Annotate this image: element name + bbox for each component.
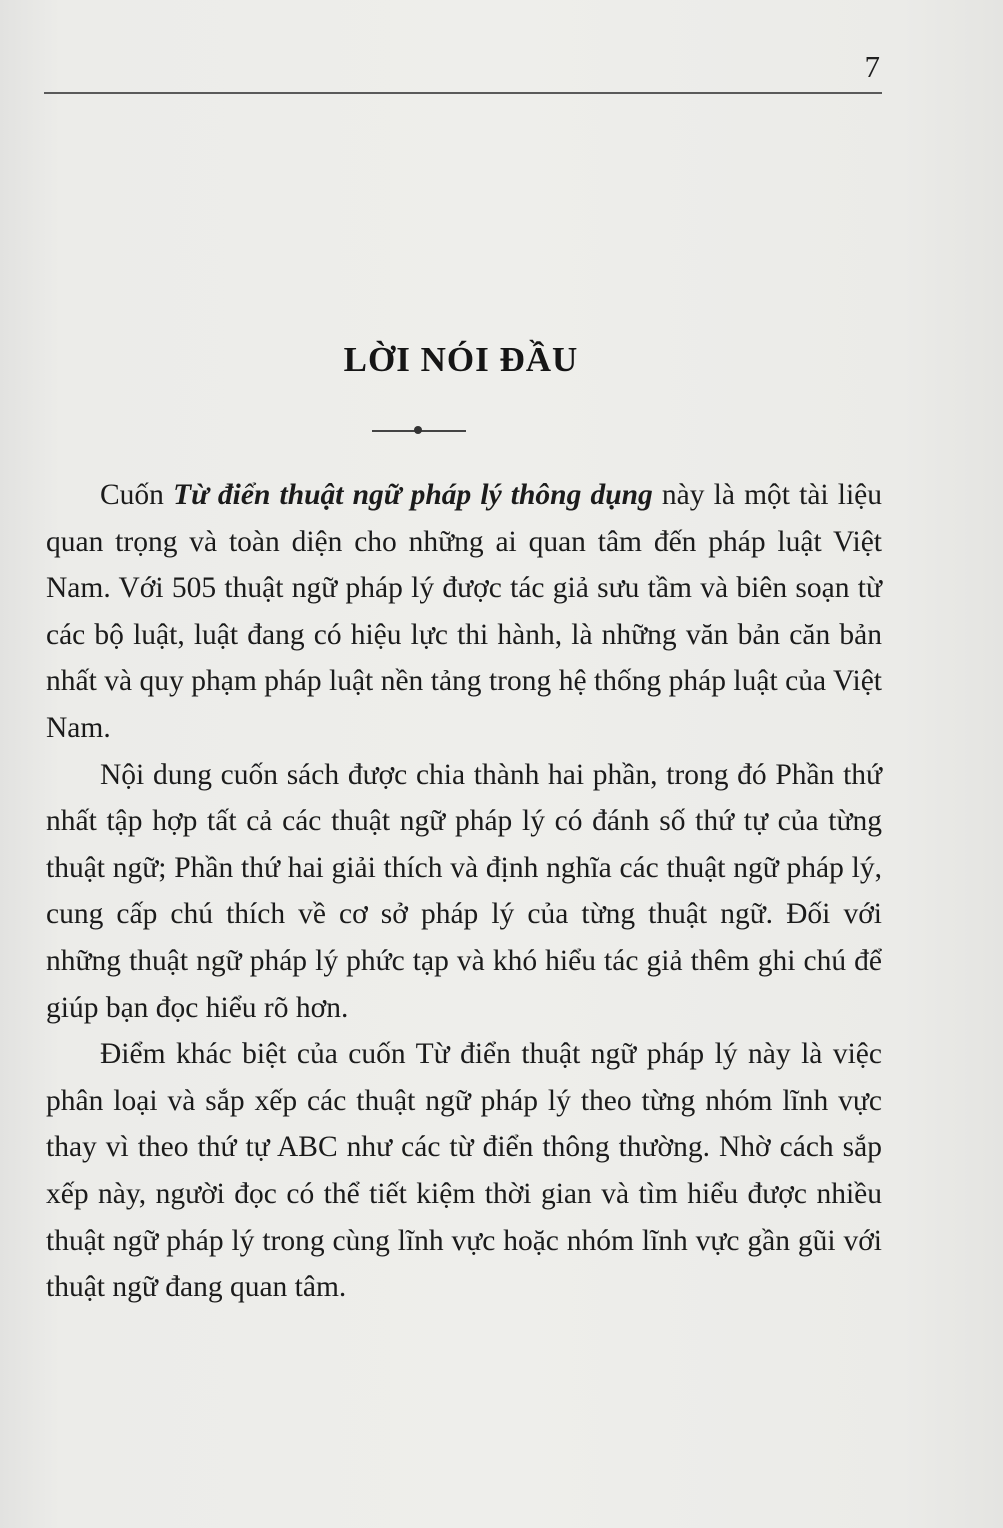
body-text (46, 472, 882, 1311)
running-head (44, 48, 882, 94)
heading-divider-ornament (414, 426, 422, 434)
paragraph-3: Điểm khác biệt của cuốn Từ điển thuật ngữ pháp lý này là việc phân loại và sắp xếp các thuật ngữ pháp lý theo từng nhóm lĩnh vực thay vì theo thứ tự ABC như các từ điển thông thường. Nhờ cách sắp xếp này, người đọc có thể tiết kiệm thời gian và tìm hiểu được nhiều thuật ngữ pháp lý trong cùng lĩnh vực hoặc nhóm lĩnh vực gần gũi với thuật ngữ đang quan tâm. (46, 1038, 882, 1304)
page-heading: LỜI NÓI ĐẦU (343, 340, 579, 379)
paragraph-1 (46, 472, 882, 752)
paragraph-1-rest: này là một tài liệu quan trọng và toàn diện cho những ai quan tâm đến pháp luật Việt Nam. Với 505 thuật ngữ pháp lý được tác giả sưu tầm và biên soạn từ các bộ luật, luật đang có hiệu lực thi hành, là những văn bản căn bản nhất và quy phạm pháp luật nền tảng trong hệ thống pháp luật của Việt Nam. (46, 479, 882, 744)
paragraph-1-lead: Cuốn (100, 479, 174, 511)
paragraph-2: Nội dung cuốn sách được chia thành hai phần, trong đó Phần thứ nhất tập hợp tất cả các thuật ngữ pháp lý có đánh số thứ tự của từng thuật ngữ; Phần thứ hai giải thích và định nghĩa các thuật ngữ pháp lý, cung cấp chú thích về cơ sở pháp lý của từng thuật ngữ. Đối với những thuật ngữ pháp lý phức tạp và khó hiểu tác giả thêm ghi chú để giúp bạn đọc hiểu rõ hơn. (46, 758, 882, 1024)
book-title: Từ điển thuật ngữ pháp lý thông dụng (173, 479, 653, 511)
page-number: 7 (864, 49, 880, 84)
